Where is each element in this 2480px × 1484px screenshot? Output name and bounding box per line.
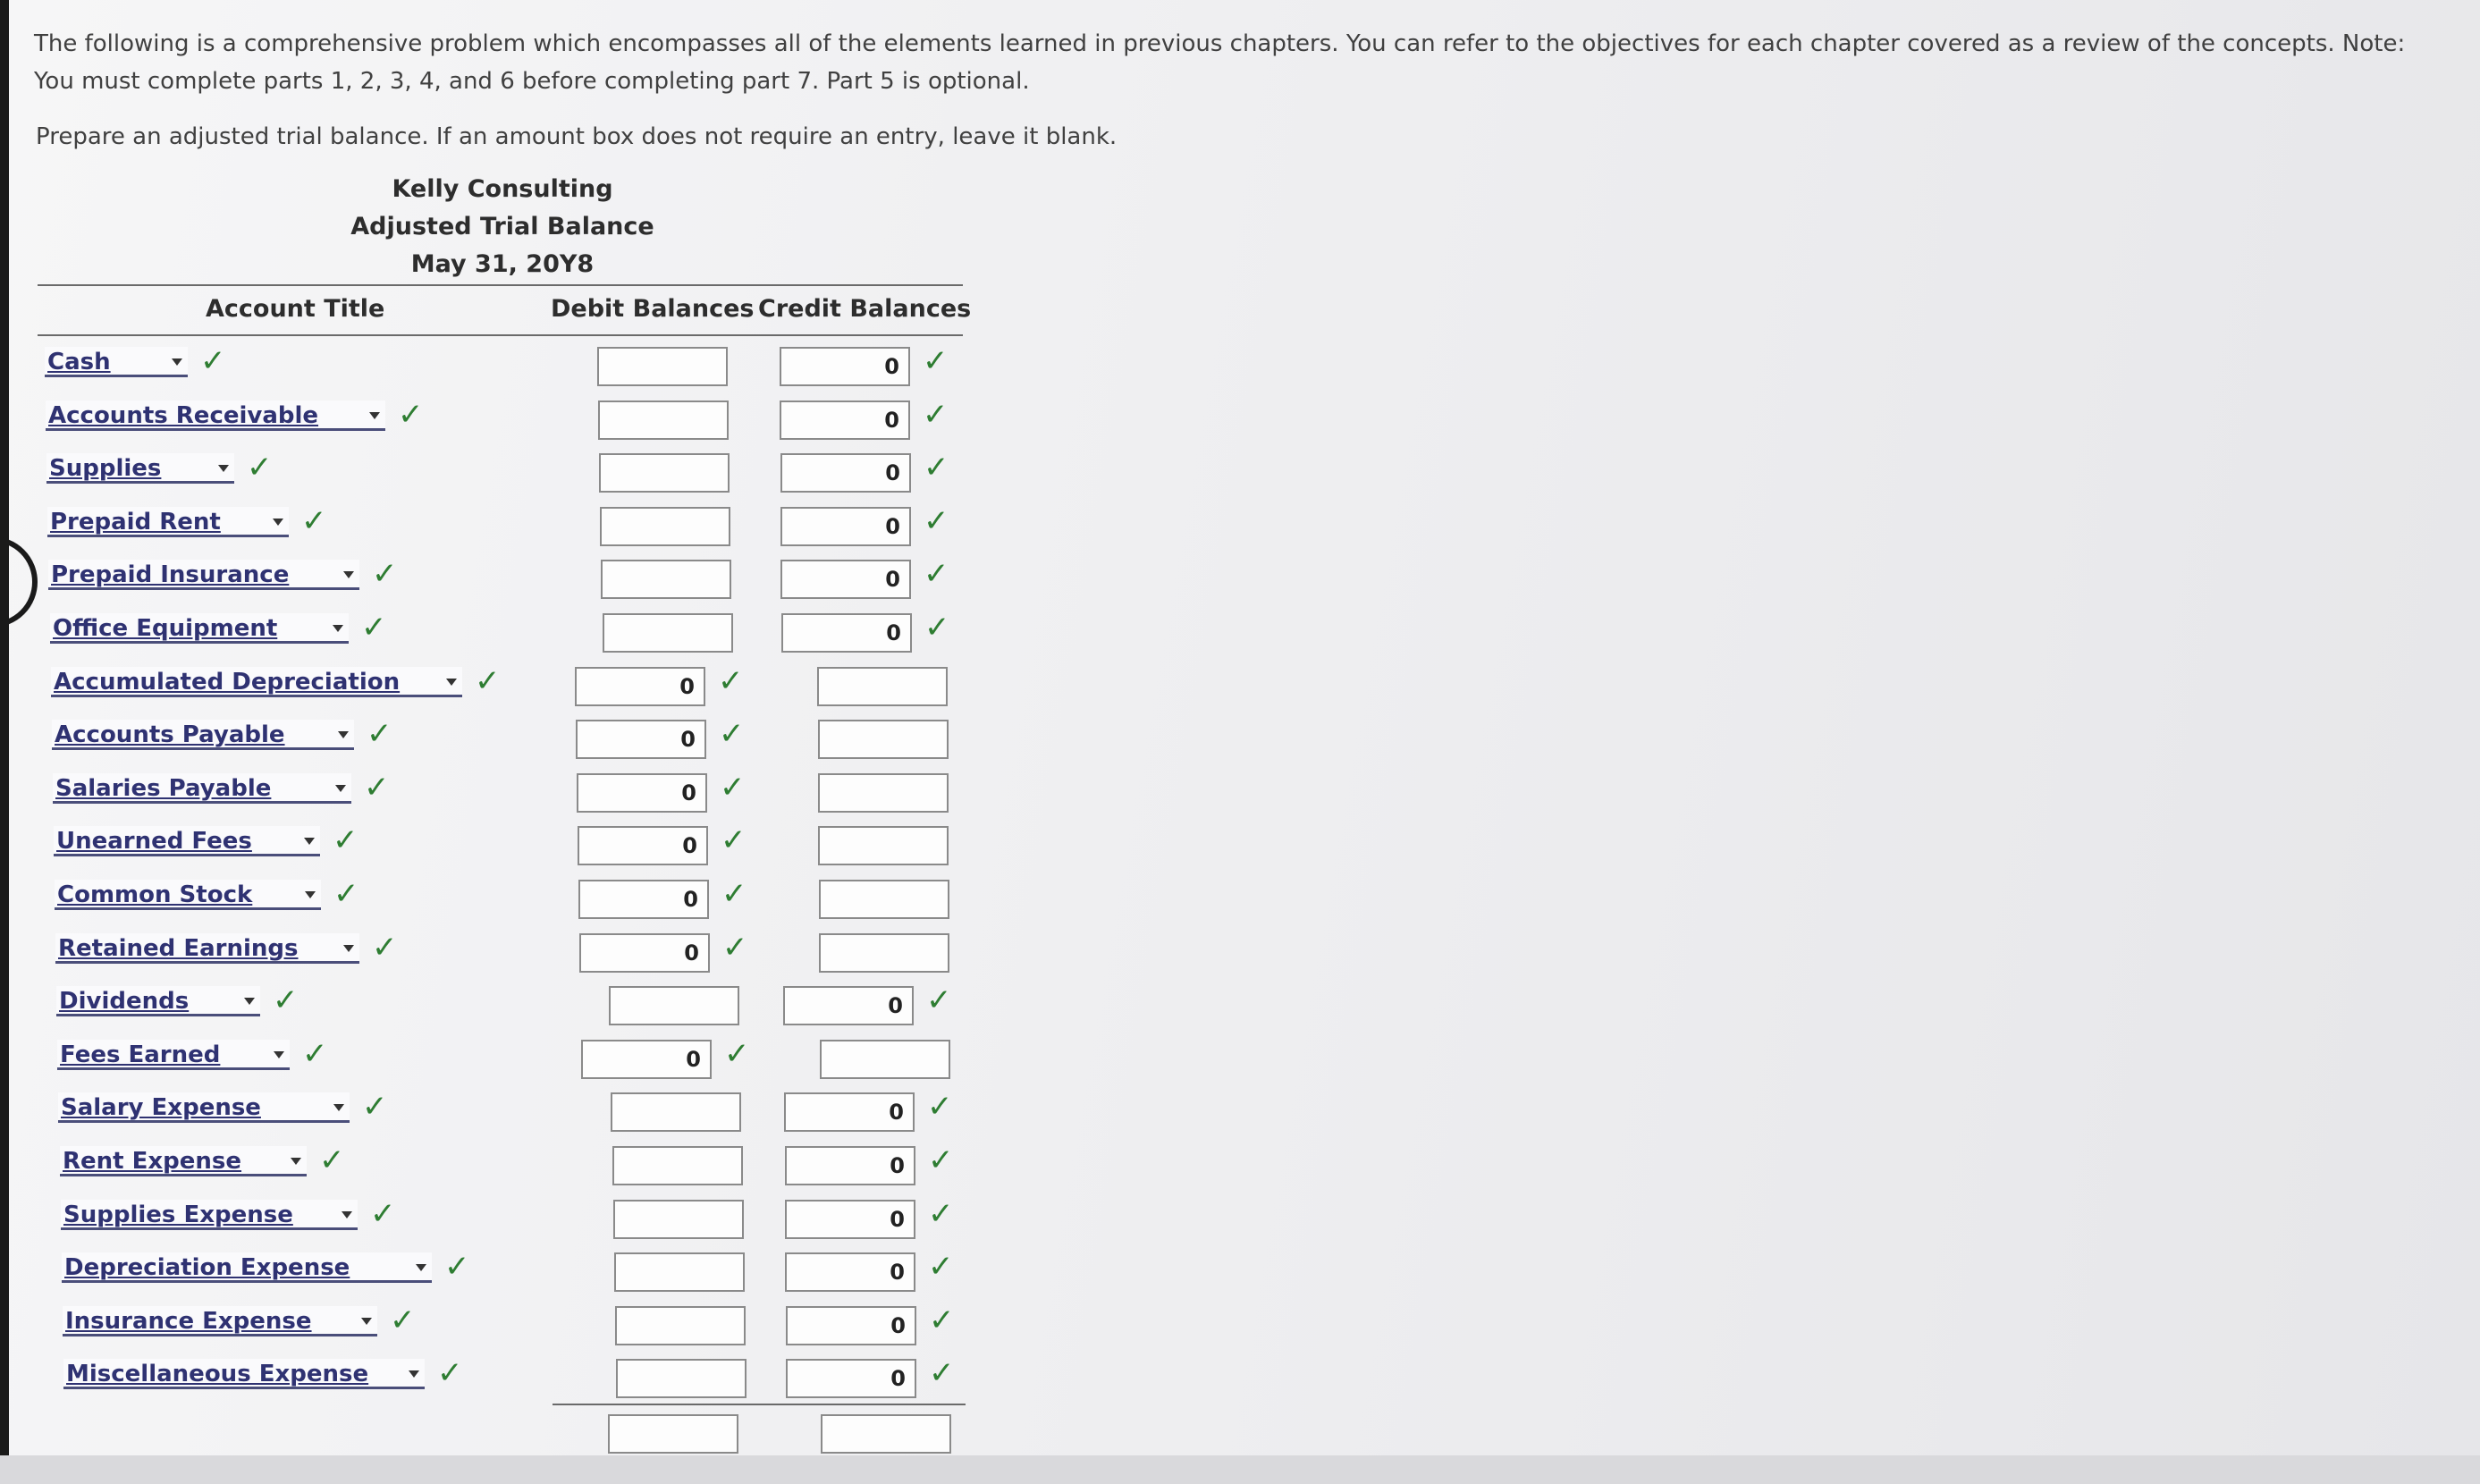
total-rule — [553, 1404, 966, 1405]
debit-input[interactable]: 0 — [577, 773, 707, 813]
check-icon: ✓ — [475, 662, 501, 699]
problem-intro: The following is a comprehensive problem which encompasses all of the elements learned in previous chapters. You can refer to the objectives for each chapter covered as a review of the concepts. Note: You must complete parts 1, 2, 3, 4, and 6 before completing part 7. Part 5 is optional. — [34, 30, 2406, 95]
account-label: Prepaid Rent — [50, 508, 221, 535]
credit-input[interactable]: 0 — [783, 986, 914, 1025]
check-icon: ✓ — [364, 769, 390, 805]
instruction-text: Prepare an adjusted trial balance. If an amount box does not require an entry, leave it blank. — [36, 123, 1118, 150]
credit-input[interactable]: 0 — [786, 1306, 916, 1345]
table-row — [0, 343, 983, 392]
statement-title: Adjusted Trial Balance — [350, 213, 654, 240]
check-icon: ✓ — [720, 769, 746, 805]
chevron-down-icon — [333, 1104, 344, 1111]
check-icon: ✓ — [722, 929, 748, 965]
check-icon: ✓ — [372, 929, 398, 965]
account-label: Supplies Expense — [63, 1201, 293, 1228]
check-icon: ✓ — [302, 1035, 328, 1072]
check-icon: ✓ — [724, 1035, 750, 1072]
account-label: Retained Earnings — [58, 934, 299, 962]
header-rule — [38, 284, 963, 286]
table-row — [0, 556, 983, 604]
check-icon: ✓ — [367, 716, 392, 753]
account-label: Accounts Payable — [55, 721, 285, 749]
credit-input[interactable]: 0 — [780, 560, 911, 599]
credit-input[interactable] — [817, 667, 948, 706]
account-select[interactable] — [57, 1040, 290, 1070]
account-label: Supplies — [49, 455, 162, 483]
chevron-down-icon — [273, 519, 283, 526]
table-row — [0, 396, 983, 445]
credit-input[interactable]: 0 — [780, 453, 911, 493]
total-credit-input[interactable] — [821, 1414, 951, 1454]
chevron-down-icon — [446, 679, 457, 686]
check-icon: ✓ — [721, 876, 747, 912]
debit-input[interactable] — [612, 1146, 743, 1185]
chevron-down-icon — [218, 465, 229, 472]
account-label: Office Equipment — [53, 615, 278, 642]
credit-input[interactable]: 0 — [780, 401, 910, 440]
account-select[interactable] — [53, 773, 351, 804]
debit-input[interactable] — [616, 1359, 747, 1398]
check-icon: ✓ — [301, 502, 327, 539]
credit-input[interactable]: 0 — [785, 1146, 915, 1185]
bottom-band — [0, 1455, 2480, 1484]
check-icon: ✓ — [200, 343, 226, 379]
check-icon: ✓ — [927, 1089, 953, 1126]
account-select[interactable] — [52, 720, 354, 750]
table-row — [0, 1035, 983, 1084]
check-icon: ✓ — [370, 1195, 396, 1232]
statement-date: May 31, 20Y8 — [410, 250, 595, 278]
check-icon: ✓ — [437, 1355, 463, 1392]
account-label: Insurance Expense — [65, 1307, 312, 1335]
check-icon: ✓ — [273, 982, 299, 1019]
company-name: Kelly Consulting — [392, 175, 613, 203]
total-debit-input[interactable] — [608, 1414, 738, 1454]
credit-input[interactable] — [819, 933, 949, 973]
check-icon: ✓ — [333, 822, 359, 859]
check-icon: ✓ — [247, 450, 273, 486]
account-label: Common Stock — [57, 881, 253, 908]
check-icon: ✓ — [398, 396, 424, 433]
check-icon: ✓ — [928, 1143, 954, 1178]
debit-input[interactable] — [603, 613, 733, 653]
account-select[interactable] — [47, 507, 289, 537]
chevron-down-icon — [342, 1211, 352, 1218]
chevron-down-icon — [416, 1264, 426, 1271]
account-label: Dividends — [59, 988, 190, 1016]
account-select[interactable] — [48, 560, 359, 590]
chevron-down-icon — [333, 625, 343, 632]
account-select[interactable] — [63, 1359, 425, 1389]
account-label: Accounts Receivable — [48, 401, 319, 429]
credit-input[interactable] — [818, 720, 949, 759]
account-label: Salaries Payable — [55, 774, 272, 802]
check-icon: ✓ — [390, 1302, 416, 1338]
check-icon: ✓ — [924, 610, 950, 645]
chevron-down-icon — [291, 1158, 301, 1165]
debit-input[interactable]: 0 — [576, 720, 706, 759]
chevron-down-icon — [343, 571, 354, 578]
account-label: Accumulated Depreciation — [54, 668, 401, 696]
account-label: Cash — [47, 349, 111, 375]
chevron-down-icon — [172, 358, 182, 366]
account-select[interactable] — [60, 1146, 307, 1176]
account-select[interactable] — [54, 826, 320, 856]
table-row — [0, 610, 983, 658]
debit-input[interactable] — [597, 347, 728, 386]
table-row — [0, 1249, 983, 1297]
credit-input[interactable]: 0 — [785, 1252, 915, 1292]
account-select[interactable] — [46, 453, 234, 484]
table-row — [0, 1355, 983, 1404]
table-row — [0, 716, 983, 764]
check-icon: ✓ — [926, 982, 952, 1019]
check-icon: ✓ — [924, 450, 949, 486]
check-icon: ✓ — [924, 502, 949, 539]
credit-input[interactable]: 0 — [786, 1359, 916, 1398]
debit-input[interactable]: 0 — [578, 880, 709, 919]
account-label: Miscellaneous Expense — [66, 1361, 369, 1388]
table-row — [0, 1302, 983, 1351]
check-icon: ✓ — [929, 1355, 955, 1392]
col-account-title: Account Title — [206, 295, 385, 323]
account-label: Salary Expense — [61, 1094, 261, 1122]
check-icon: ✓ — [444, 1249, 470, 1286]
column-header-rule — [38, 334, 963, 336]
chevron-down-icon — [343, 945, 354, 952]
table-row — [0, 662, 983, 712]
account-select[interactable] — [58, 1092, 350, 1123]
account-label: Depreciation Expense — [64, 1254, 350, 1282]
table-row — [0, 1089, 983, 1137]
check-icon: ✓ — [923, 343, 949, 379]
table-row — [0, 876, 983, 924]
table-row — [0, 982, 983, 1031]
check-icon: ✓ — [924, 556, 949, 593]
check-icon: ✓ — [929, 1302, 955, 1338]
debit-input[interactable] — [615, 1306, 746, 1345]
table-row — [0, 929, 983, 978]
credit-input[interactable]: 0 — [781, 613, 912, 653]
table-row — [0, 1143, 983, 1191]
table-row — [0, 822, 983, 871]
debit-input[interactable] — [601, 560, 731, 599]
credit-input[interactable]: 0 — [780, 507, 911, 546]
account-label: Rent Expense — [63, 1148, 242, 1175]
credit-input[interactable] — [818, 826, 949, 865]
debit-input[interactable]: 0 — [581, 1040, 712, 1079]
check-icon: ✓ — [333, 876, 359, 912]
chevron-down-icon — [335, 785, 346, 792]
debit-input[interactable] — [609, 986, 739, 1025]
chevron-down-icon — [338, 731, 349, 738]
debit-input[interactable] — [598, 401, 729, 440]
chevron-down-icon — [305, 891, 316, 898]
col-debit-balances: Debit Balances — [551, 295, 755, 323]
check-icon: ✓ — [319, 1143, 345, 1178]
table-row — [0, 1195, 983, 1244]
debit-input[interactable] — [600, 507, 730, 546]
account-select[interactable] — [50, 613, 349, 644]
account-label: Prepaid Insurance — [51, 561, 290, 589]
account-select[interactable] — [63, 1306, 377, 1336]
check-icon: ✓ — [362, 1089, 388, 1126]
check-icon: ✓ — [928, 1195, 954, 1232]
account-label: Unearned Fees — [56, 828, 252, 856]
table-row — [0, 450, 983, 498]
chevron-down-icon — [361, 1318, 372, 1325]
chevron-down-icon — [369, 412, 380, 419]
chevron-down-icon — [409, 1370, 419, 1378]
debit-input[interactable] — [613, 1200, 744, 1239]
debit-input[interactable] — [611, 1092, 741, 1132]
credit-input[interactable]: 0 — [785, 1200, 915, 1239]
account-select[interactable] — [55, 933, 359, 964]
account-select[interactable] — [55, 880, 321, 910]
account-label: Fees Earned — [60, 1041, 221, 1068]
chevron-down-icon — [244, 998, 255, 1005]
account-select[interactable] — [46, 401, 385, 431]
account-select[interactable] — [51, 667, 462, 697]
check-icon: ✓ — [718, 662, 744, 699]
check-icon: ✓ — [721, 822, 747, 859]
credit-input[interactable] — [819, 880, 949, 919]
account-select[interactable] — [61, 1200, 358, 1230]
credit-input[interactable] — [820, 1040, 950, 1079]
check-icon: ✓ — [361, 610, 387, 645]
credit-input[interactable]: 0 — [780, 347, 910, 386]
debit-input[interactable]: 0 — [579, 933, 710, 973]
credit-input[interactable] — [818, 773, 949, 813]
chevron-down-icon — [274, 1051, 284, 1058]
account-select[interactable] — [45, 347, 188, 377]
debit-input[interactable]: 0 — [578, 826, 708, 865]
debit-input[interactable]: 0 — [575, 667, 705, 706]
check-icon: ✓ — [719, 716, 745, 753]
account-select[interactable] — [62, 1252, 432, 1283]
check-icon: ✓ — [372, 556, 398, 593]
debit-input[interactable] — [599, 453, 730, 493]
credit-input[interactable]: 0 — [784, 1092, 915, 1132]
chevron-down-icon — [304, 838, 315, 845]
col-credit-balances: Credit Balances — [758, 295, 972, 323]
account-select[interactable] — [56, 986, 260, 1016]
table-row — [0, 502, 983, 552]
check-icon: ✓ — [928, 1249, 954, 1286]
debit-input[interactable] — [614, 1252, 745, 1292]
table-row — [0, 769, 983, 818]
check-icon: ✓ — [923, 396, 949, 433]
